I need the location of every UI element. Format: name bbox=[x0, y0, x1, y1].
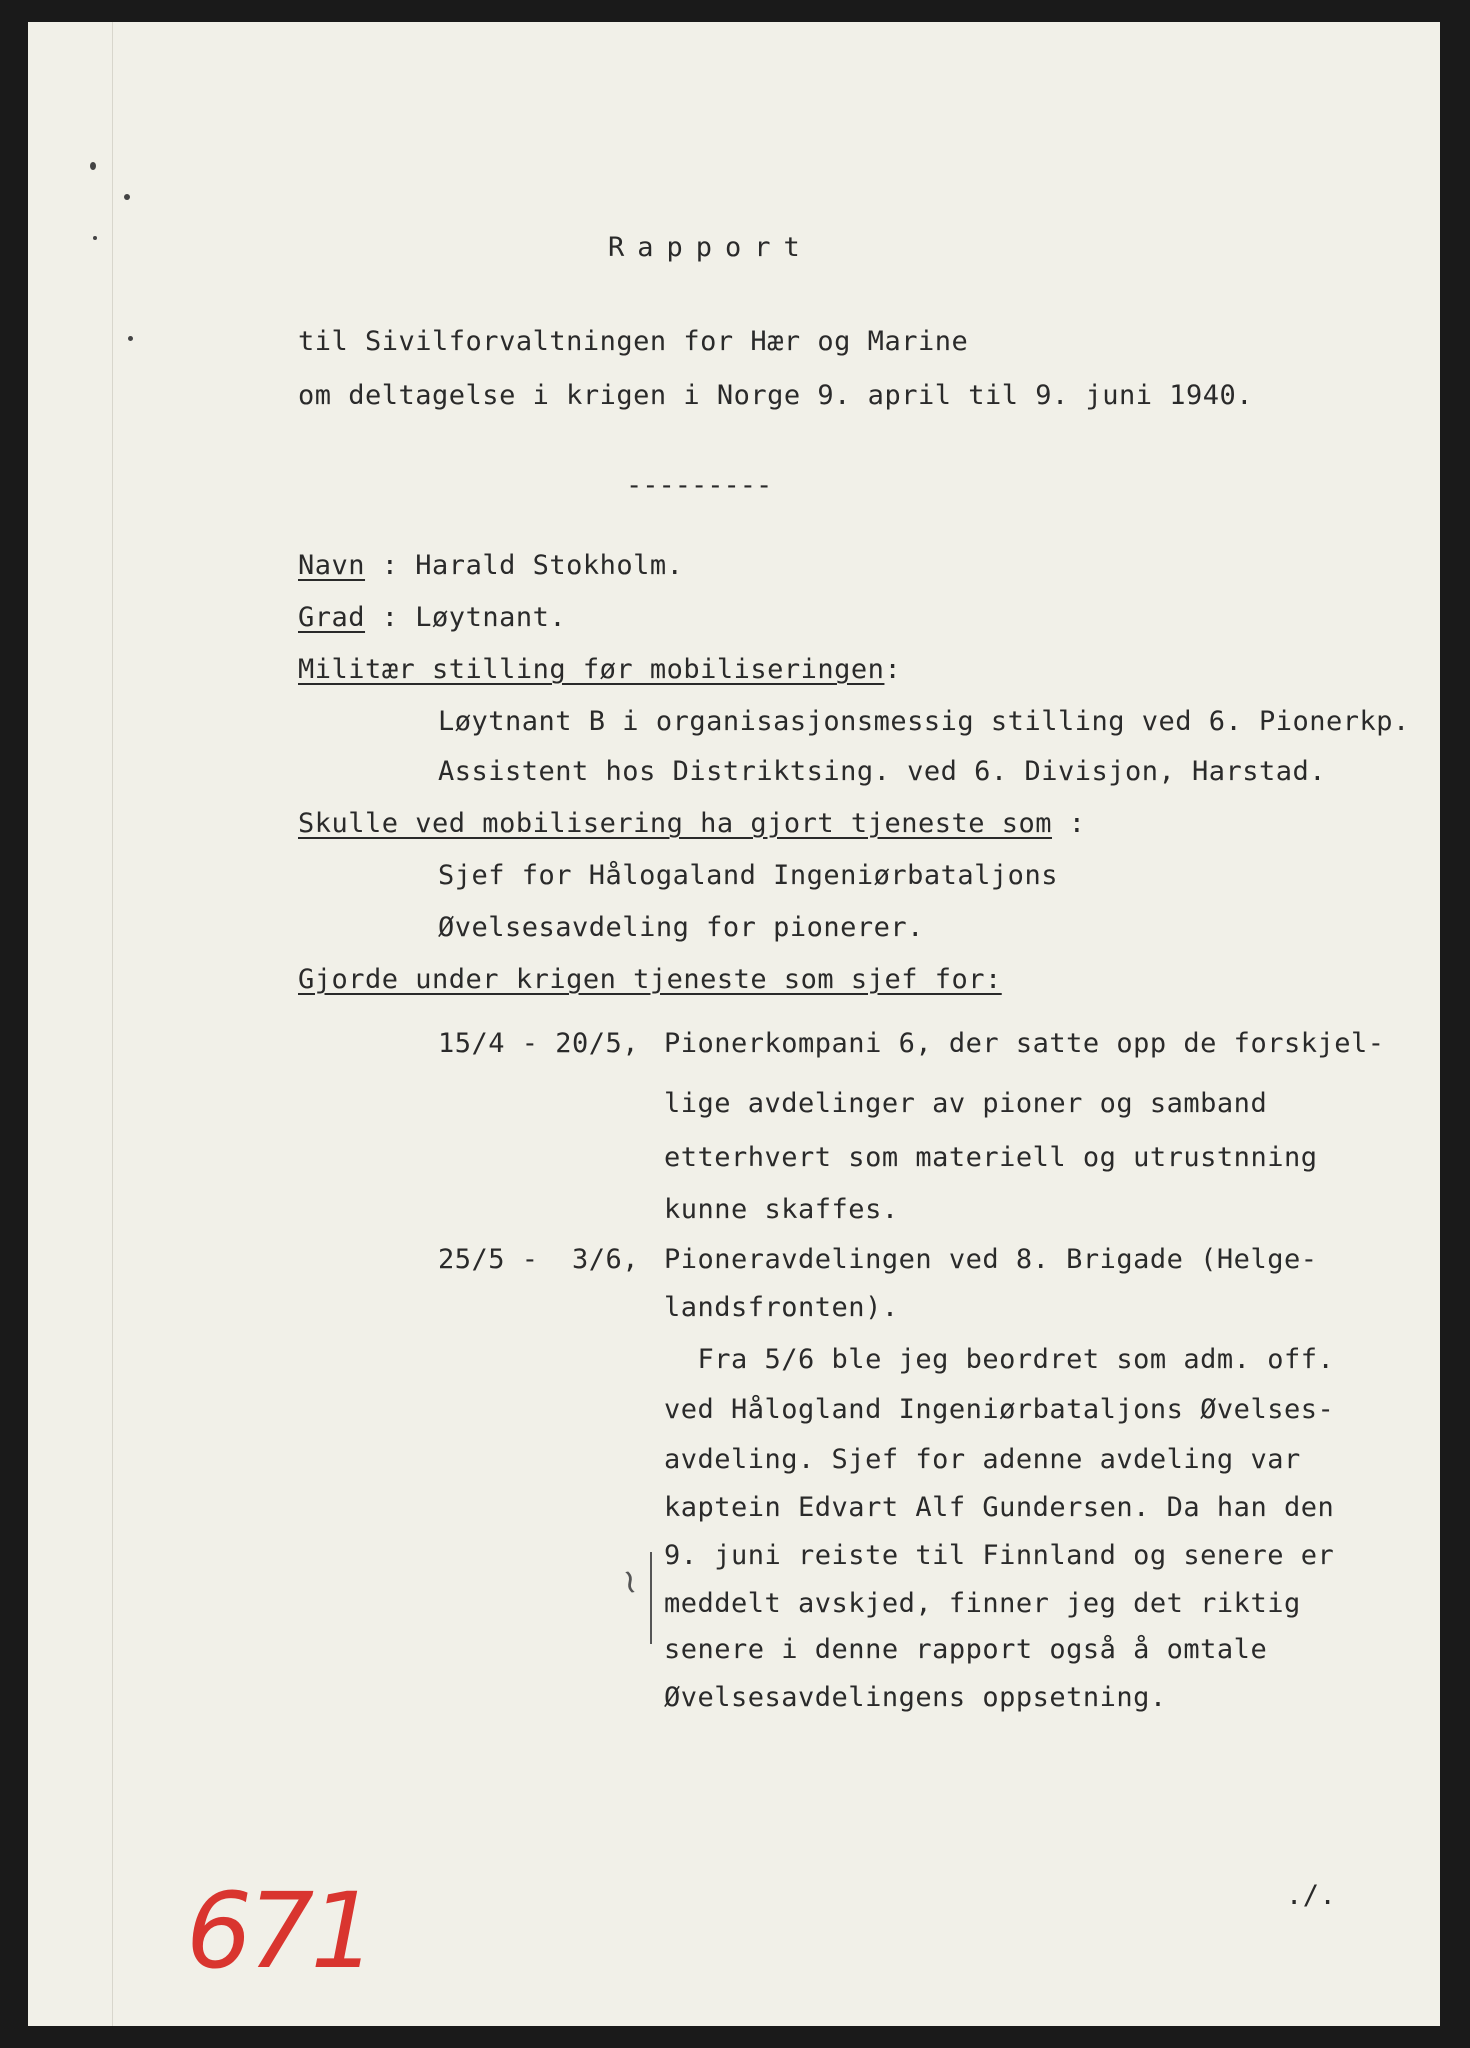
paragraph-line: Øvelsesavdelingens oppsetning. bbox=[664, 1682, 1167, 1713]
entry-line: etterhvert som materiell og utrustnning bbox=[664, 1142, 1318, 1173]
entry-line: lige avdelinger av pioner og samband bbox=[664, 1088, 1268, 1119]
margin-pen-mark bbox=[650, 1552, 652, 1644]
paragraph-line: avdeling. Sjef for adenne avdeling var bbox=[664, 1444, 1301, 1475]
mobilization-duty-line: Øvelsesavdeling for pionerer. bbox=[438, 912, 924, 943]
military-position-line: Assistent hos Distriktsing. ved 6. Divisjon, Harstad. bbox=[438, 756, 1327, 787]
paragraph-line: kaptein Edvart Alf Gundersen. Da han den bbox=[664, 1492, 1335, 1523]
margin-speck bbox=[90, 162, 96, 170]
mobilization-duty-line: Sjef for Hålogaland Ingeniørbataljons bbox=[438, 860, 1058, 891]
paragraph-line: senere i denne rapport også å omtale bbox=[664, 1634, 1268, 1665]
paragraph-line: Fra 5/6 ble jeg beordret som adm. off. bbox=[664, 1344, 1335, 1375]
mobilization-duty-label: Skulle ved mobilisering ha gjort tjeneste som bbox=[298, 808, 1052, 839]
entry-line: kunne skaffes. bbox=[664, 1194, 899, 1225]
entry-date: 25/5 - 3/6, bbox=[438, 1244, 640, 1275]
mobilization-duty-heading bbox=[298, 808, 1086, 840]
military-position-colon: : bbox=[884, 654, 902, 685]
entry-line: Pioneravdelingen ved 8. Brigade (Helge- bbox=[664, 1244, 1318, 1275]
paragraph-line: ved Hålogland Ingeniørbataljons Øvelses- bbox=[664, 1394, 1335, 1425]
paragraph-line: meddelt avskjed, finner jeg det riktig bbox=[664, 1588, 1301, 1619]
margin-speck bbox=[128, 336, 133, 341]
name-value: : Harald Stokholm. bbox=[365, 550, 684, 581]
separator: --------- bbox=[626, 470, 773, 501]
margin-speck bbox=[93, 236, 97, 240]
name-label: Navn bbox=[298, 550, 366, 581]
rank-label: Grad bbox=[298, 602, 366, 633]
report-title: Rapport bbox=[608, 232, 813, 263]
continuation-mark: ./. bbox=[1286, 1880, 1337, 1911]
entry-date: 15/4 - 20/5, bbox=[438, 1028, 640, 1059]
mobilization-duty-colon: : bbox=[1052, 808, 1086, 839]
fold-line bbox=[112, 22, 113, 2026]
entry-line: Pionerkompani 6, der satte opp de forskjel- bbox=[664, 1028, 1385, 1059]
paragraph-line: 9. juni reiste til Finnland og senere er bbox=[664, 1540, 1335, 1571]
name-field bbox=[298, 550, 683, 582]
addressee-line: til Sivilforvaltningen for Hær og Marine bbox=[298, 326, 969, 357]
war-service-label: Gjorde under krigen tjeneste som sjef for: bbox=[298, 964, 1002, 995]
margin-speck bbox=[124, 194, 130, 200]
handwritten-page-number: 671 bbox=[186, 1870, 373, 1992]
military-position-heading bbox=[298, 654, 901, 686]
entry-line: landsfronten). bbox=[664, 1292, 899, 1323]
subject-line: om deltagelse i krigen i Norge 9. april til 9. juni 1940. bbox=[298, 380, 1254, 411]
rank-value: : Løytnant. bbox=[365, 602, 567, 633]
rank-field bbox=[298, 602, 566, 634]
military-position-label: Militær stilling før mobiliseringen bbox=[298, 654, 885, 685]
document-page bbox=[28, 22, 1440, 2026]
war-service-heading bbox=[298, 964, 1002, 996]
military-position-line: Løytnant B i organisasjonsmessig stilling ved 6. Pionerkp. bbox=[438, 706, 1410, 737]
margin-pen-squiggle: ~ bbox=[608, 1564, 653, 1600]
